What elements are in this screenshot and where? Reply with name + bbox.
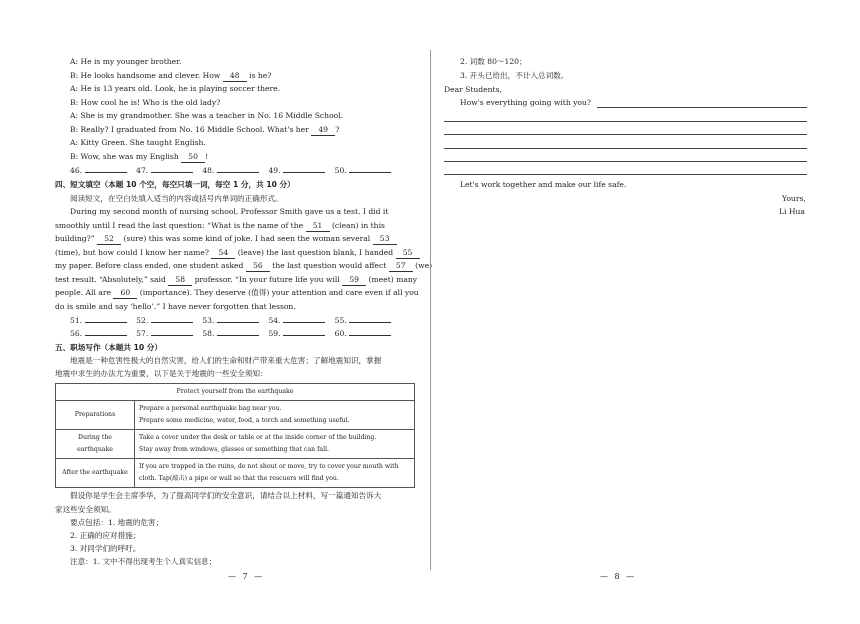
passage-line: do is smile and say ‘hello’.” I have never forgotten that lesson.	[55, 302, 296, 311]
answer-blank[interactable]	[217, 335, 259, 336]
letter-sign-name: Li Hua	[779, 207, 805, 216]
task-line: 家这些安全须知。	[55, 505, 116, 514]
passage-line: my paper. Before class ended, one student asked 56 the last question would affect 57 (we)	[55, 261, 433, 270]
dialogue-line: B: He looks handsome and clever. How 48 is he?	[70, 71, 272, 80]
answer-blank[interactable]	[151, 335, 193, 336]
blank-58[interactable]: 58	[168, 275, 192, 286]
answer-blank[interactable]	[151, 322, 193, 323]
table-row	[56, 430, 415, 459]
dialogue-line: A: Kitty Green. She taught English.	[70, 138, 206, 147]
blank-52[interactable]: 52	[97, 234, 121, 245]
answer-blank[interactable]	[151, 172, 193, 173]
letter-opening: How's everything going with you?	[460, 98, 591, 107]
blank-50[interactable]: 50	[181, 152, 205, 163]
row-content: Prepare a personal earthquake bag near you. Prepare some medicine, water, food, a torch and something useful.	[135, 401, 415, 430]
passage-line: building?” 52 (sure) this was some kind of joke. I had seen the woman several 53	[55, 234, 397, 245]
dialogue-line: B: Wow, she was my English 50 !	[70, 152, 209, 161]
answer-blank[interactable]	[349, 322, 391, 323]
note-line: 2. 词数 80～120；	[460, 57, 527, 66]
page-number: — 8 —	[600, 572, 637, 581]
letter-closing: Let's work together and make our life safe.	[460, 180, 627, 189]
answer-blank[interactable]	[85, 322, 127, 323]
writing-line[interactable]	[444, 161, 807, 162]
writing-line[interactable]	[444, 148, 807, 149]
answer-blank[interactable]	[349, 335, 391, 336]
writing-line[interactable]	[444, 121, 807, 122]
safety-tips-table	[55, 383, 415, 488]
answer-blank[interactable]	[349, 172, 391, 173]
section-5-intro: 地震中求生的办法尤为重要，以下是关于地震的一些安全须知：	[55, 369, 268, 378]
answer-blank[interactable]	[283, 322, 325, 323]
table-row	[56, 459, 415, 488]
points-line: 2. 正确的应对措施；	[70, 531, 141, 540]
table-row	[56, 401, 415, 430]
blank-54[interactable]: 54	[211, 248, 235, 259]
dialogue-line: B: Really? I graduated from No. 16 Middle School. What's her 49 ?	[70, 125, 340, 134]
dialogue-line: A: She is my grandmother. She was a teacher in No. 16 Middle School.	[70, 111, 344, 120]
writing-line[interactable]	[444, 174, 807, 175]
section-4-instruction: 阅读短文，在空白处填入适当的内容或括号内单词的正确形式。	[70, 194, 283, 203]
passage-line: people. All are 60 (importance). They deserve (值得) your attention and care even if all you	[55, 288, 419, 297]
answer-row: 56. 57. 58. 59. 60.	[70, 329, 391, 339]
row-label: During the earthquake	[56, 430, 135, 459]
letter-sign-yours: Yours,	[782, 194, 806, 203]
blank-53[interactable]: 53	[373, 234, 397, 245]
table-header: Protect yourself from the earthquake	[56, 384, 415, 401]
answer-blank[interactable]	[85, 172, 127, 173]
row-content: If you are trapped in the ruins, do not shout or move, try to cover your mouth with cloth. Tap(敲击) a pipe or wall so that the rescuers will find you.	[135, 459, 415, 488]
section-4-title: 四、短文填空（本题 10 个空，每空只填一词，每空 1 分，共 10 分）	[55, 180, 295, 189]
answer-row: 51. 52. 53. 54. 55.	[70, 316, 391, 326]
answer-blank[interactable]	[217, 322, 259, 323]
blank-60[interactable]: 60	[113, 288, 137, 299]
dialogue-line: A: He is my younger brother.	[70, 57, 182, 66]
letter-greeting: Dear Students,	[444, 85, 502, 94]
writing-line[interactable]	[444, 134, 807, 135]
dialogue-line: A: He is 13 years old. Look, he is playing soccer there.	[70, 84, 281, 93]
blank-48[interactable]: 48	[223, 71, 247, 82]
answer-blank[interactable]	[283, 172, 325, 173]
note-line: 注意：1. 文中不得出现考生个人真实信息；	[70, 557, 217, 566]
answer-blank[interactable]	[283, 335, 325, 336]
passage-line: smoothly until I read the last question: “What is the name of the 51 (clean) in this	[55, 221, 385, 230]
blank-49[interactable]: 49	[311, 125, 335, 136]
note-line: 3. 开头已给出，不计入总词数。	[460, 71, 569, 80]
blank-55[interactable]: 55	[396, 248, 420, 259]
page-number: — 7 —	[228, 572, 265, 581]
blank-57[interactable]: 57	[389, 261, 413, 272]
passage-line: test result. “Absolutely,” said 58 professor. “In your future life you will 59 (meet) many	[55, 275, 418, 284]
blank-56[interactable]: 56	[246, 261, 270, 272]
task-line: 假设你是学生会主席李华，为了提高同学们的安全意识，请结合以上材料，写一篇通知告诉大	[70, 491, 382, 500]
passage-line: During my second month of nursing school, Professor Smith gave us a test. I did it	[70, 207, 389, 216]
points-line: 要点包括：1. 地震的危害；	[70, 518, 164, 527]
row-content: Take a cover under the desk or table or at the inside corner of the building. Stay away from windows, glasses or something that can fall.	[135, 430, 415, 459]
section-5-title: 五、职场写作（本题共 10 分）	[55, 343, 162, 352]
answer-blank[interactable]	[85, 335, 127, 336]
passage-line: (time), but how could I know her name? 54 (leave) the last question blank, I handed 55	[55, 248, 420, 259]
answer-blank[interactable]	[217, 172, 259, 173]
dialogue-line: B: How cool he is! Who is the old lady?	[70, 98, 221, 107]
answer-row: 46. 47. 48. 49. 50.	[70, 166, 391, 176]
blank-59[interactable]: 59	[342, 275, 366, 286]
blank-51[interactable]: 51	[306, 221, 330, 232]
section-5-intro: 地震是一种危害性极大的自然灾害，给人们的生命和财产带来重大危害；了解地震知识，掌握	[70, 356, 382, 365]
writing-line[interactable]	[597, 107, 807, 108]
row-label: After the earthquake	[56, 459, 135, 488]
right-page	[430, 0, 860, 624]
row-label: Preparations	[56, 401, 135, 430]
points-line: 3. 对同学们的呼吁。	[70, 544, 141, 553]
